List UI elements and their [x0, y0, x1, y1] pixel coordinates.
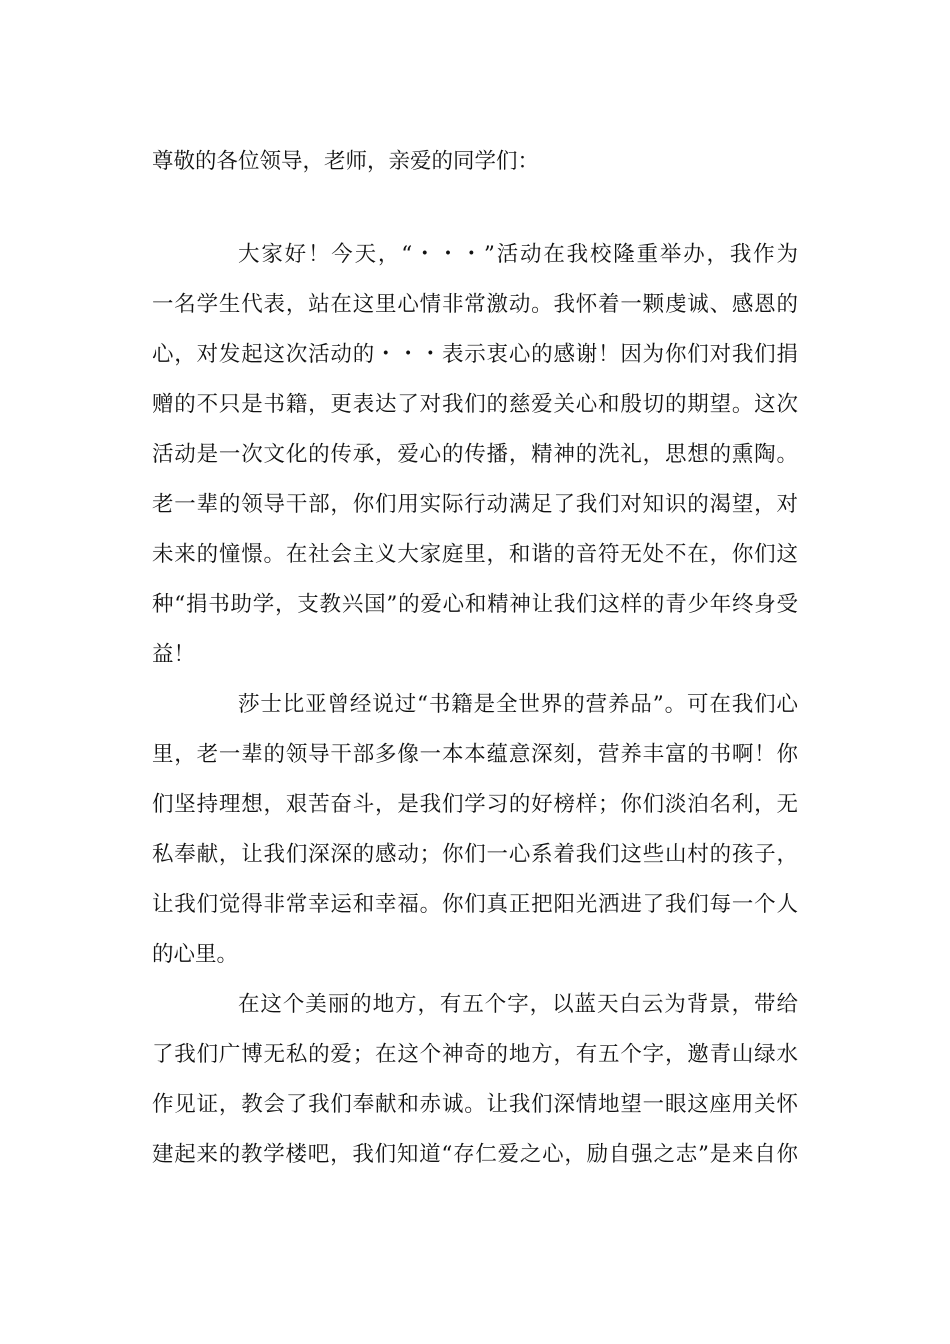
paragraph-line: 种“捐书助学，支教兴国”的爱心和精神让我们这样的青少年终身受 [152, 592, 798, 617]
paragraph-line: 大家好！今天，“・・・”活动在我校隆重举办，我作为 [238, 242, 798, 267]
paragraph-line: 在这个美丽的地方，有五个字，以蓝天白云为背景，带给 [238, 992, 798, 1017]
paragraph-line: 老一辈的领导干部，你们用实际行动满足了我们对知识的渴望，对 [152, 492, 798, 517]
paragraph-line: 活动是一次文化的传承，爱心的传播，精神的洗礼，思想的熏陶。 [152, 442, 798, 467]
paragraph-line: 心，对发起这次活动的・・・表示衷心的感谢！因为你们对我们捐 [152, 342, 798, 367]
paragraph-1 [152, 230, 798, 680]
paragraph-line: 里，老一辈的领导干部多像一本本蕴意深刻，营养丰富的书啊！你 [152, 742, 798, 767]
paragraph-2 [152, 680, 798, 980]
paragraph-line: 益！ [152, 642, 196, 667]
paragraph-line: 莎士比亚曾经说过“书籍是全世界的营养品”。可在我们心 [238, 692, 798, 717]
paragraph-line: 让我们觉得非常幸运和幸福。你们真正把阳光洒进了我们每一个人 [152, 892, 798, 917]
paragraph-line: 私奉献，让我们深深的感动；你们一心系着我们这些山村的孩子， [152, 842, 798, 867]
paragraph-line: 赠的不只是书籍，更表达了对我们的慈爱关心和殷切的期望。这次 [152, 392, 798, 417]
paragraph-line: 未来的憧憬。在社会主义大家庭里，和谐的音符无处不在，你们这 [152, 542, 798, 567]
paragraph-line: 们坚持理想，艰苦奋斗，是我们学习的好榜样；你们淡泊名利，无 [152, 792, 798, 817]
paragraph-line: 作见证，教会了我们奉献和赤诚。让我们深情地望一眼这座用关怀 [152, 1092, 798, 1117]
paragraph-line: 了我们广博无私的爱；在这个神奇的地方，有五个字，邀青山绿水 [152, 1042, 798, 1067]
paragraph-3 [152, 980, 798, 1180]
salutation: 尊敬的各位领导，老师，亲爱的同学们： [152, 149, 540, 174]
paragraph-line: 一名学生代表，站在这里心情非常激动。我怀着一颗虔诚、感恩的 [152, 292, 798, 317]
paragraph-line: 的心里。 [152, 942, 239, 967]
paragraph-line: 建起来的教学楼吧，我们知道“存仁爱之心，励自强之志”是来自你 [152, 1142, 798, 1167]
